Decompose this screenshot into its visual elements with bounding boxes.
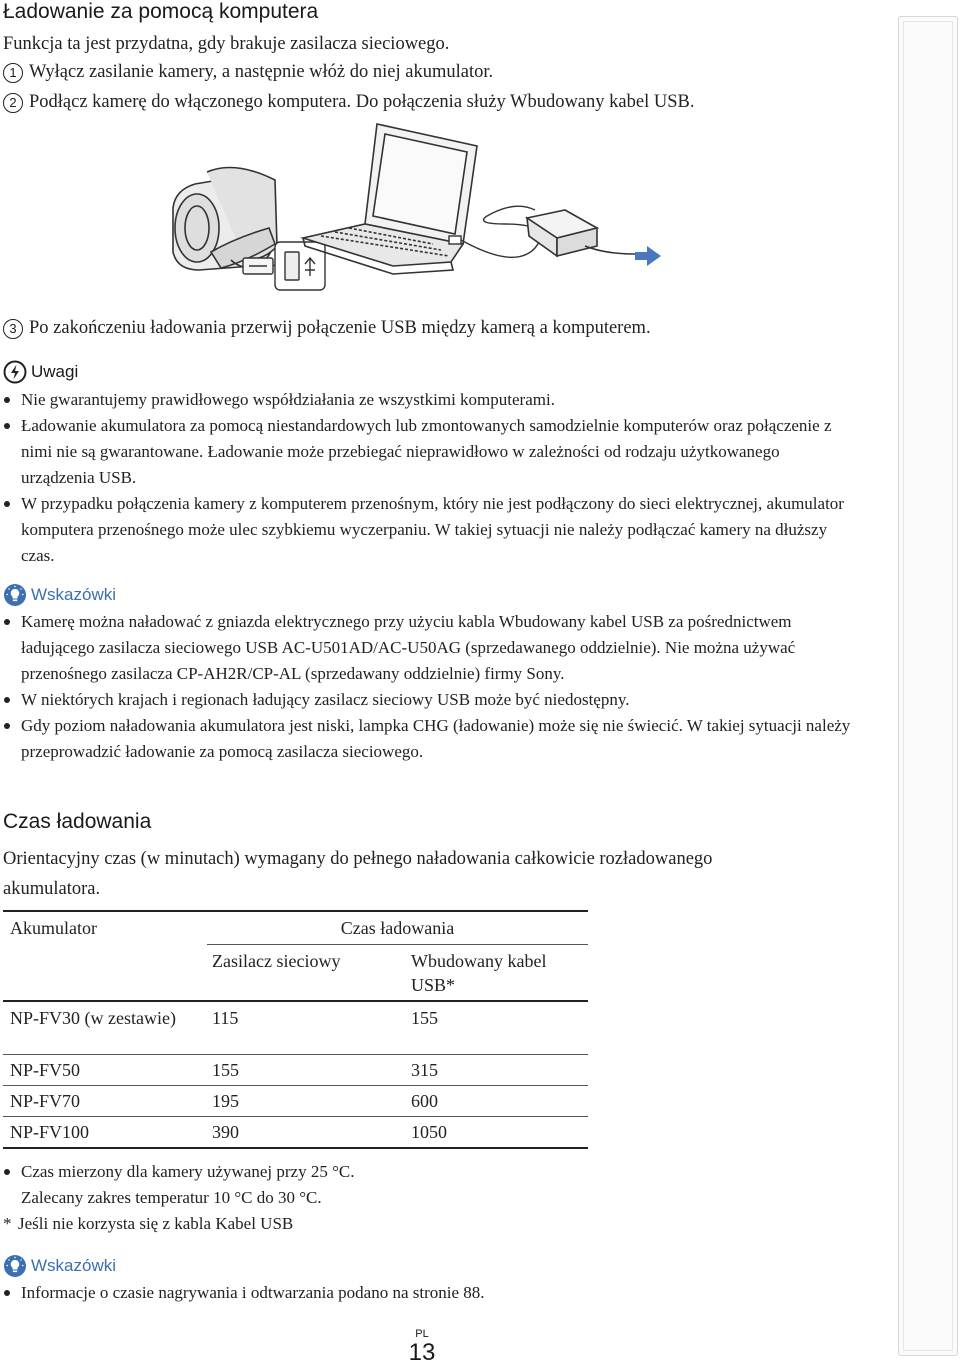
step-text: Podłącz kamerę do włączonego komputera. Do połączenia służy Wbudowany kabel USB. xyxy=(29,92,695,112)
usb-plug-drawing xyxy=(243,258,273,274)
lightbulb-icon xyxy=(3,583,27,607)
step-number: 3 xyxy=(3,319,23,339)
camcorder-drawing xyxy=(173,168,291,271)
page-num: 13 xyxy=(408,1339,436,1366)
table-header-group: Czas ładowania xyxy=(207,911,588,945)
sidebar-inner xyxy=(903,21,953,1351)
page-lang: PL xyxy=(415,1328,429,1340)
page-title: Ładowanie za pomocą komputera xyxy=(3,0,319,23)
notes-heading xyxy=(3,360,78,384)
list-item: Ładowanie akumulatora za pomocą niestandardowych lub zmontowanych samodzielnie komputerów oraz połączenie z nimi nie są gwarantowane. Ładowanie może przebiegać nieprawidłowo w zależności od rodzaju użytkowanego urządzenia USB. xyxy=(3,413,853,491)
charging-time-heading: Czas ładowania xyxy=(3,810,152,833)
table-cell: 600 xyxy=(406,1086,588,1117)
tips-label: Wskazówki xyxy=(31,585,117,604)
list-item: W niektórych krajach i regionach ładujący zasilacz sieciowy USB może być niedostępny. xyxy=(3,687,853,713)
list-item: Kamerę można naładować z gniazda elektrycznego przy użyciu kabla Wbudowany kabel USB za pośrednictwem ładującego zasilacza sieciowego USB AC-U501AD/AC-U50AG (sprzedawanego oddzielnie). Nie można używać przenośnego zasilacza CP-AH2R/CP-AL (sprzedawany oddzielnie) firmy Sony. xyxy=(3,609,853,687)
connection-illustration xyxy=(165,120,685,300)
footnote-temp-measured: Czas mierzony dla kamery używanej przy 25 °C. xyxy=(21,1162,355,1181)
table-row xyxy=(3,1086,588,1117)
step-3 xyxy=(3,318,651,339)
tips-list xyxy=(3,1280,853,1306)
charging-time-intro: Orientacyjny czas (w minutach) wymagany do pełnego naładowania całkowicie rozładowanego akumulatora. xyxy=(3,849,713,899)
footnote-list xyxy=(3,1159,603,1211)
step-number: 1 xyxy=(3,63,23,83)
step-1 xyxy=(3,62,493,83)
table-cell: NP-FV100 xyxy=(3,1117,207,1149)
table-row xyxy=(3,1055,588,1086)
notes-label: Uwagi xyxy=(31,362,79,381)
table-cell: 390 xyxy=(207,1117,406,1149)
intro-text: Funkcja ta jest przydatna, gdy brakuje zasilacza sieciowego. xyxy=(3,34,450,54)
step-number: 2 xyxy=(3,93,23,113)
table-cell: 155 xyxy=(406,1001,588,1055)
footnote-star-mark: * xyxy=(3,1214,12,1233)
tips-heading xyxy=(3,1254,116,1278)
table-cell: NP-FV50 xyxy=(3,1055,207,1086)
tips-heading xyxy=(3,583,116,607)
step-text: Wyłącz zasilanie kamery, a następnie włóż do niej akumulator. xyxy=(29,62,494,82)
arrow-icon xyxy=(635,246,661,266)
page-number xyxy=(404,1328,440,1366)
warning-icon xyxy=(3,360,27,384)
table-cell: 115 xyxy=(207,1001,406,1055)
charging-time-table xyxy=(3,910,588,1149)
footnote-temp-range: Zalecany zakres temperatur 10 °C do 30 °C. xyxy=(21,1188,322,1207)
tips-label: Wskazówki xyxy=(31,1256,117,1275)
table-header-usb: Wbudowany kabel USB* xyxy=(411,951,547,995)
step-2 xyxy=(3,92,694,113)
list-item: Gdy poziom naładowania akumulatora jest niski, lampka CHG (ładowanie) może się nie świecić. W takiej sytuacji należy przeprowadzić ładowanie za pomocą zasilacza sieciowego. xyxy=(3,713,853,765)
table-cell: 1050 xyxy=(406,1117,588,1149)
table-cell: 155 xyxy=(207,1055,406,1086)
table-row xyxy=(3,1001,588,1055)
table-header-battery: Akumulator xyxy=(3,911,207,1001)
table-cell: NP-FV70 xyxy=(3,1086,207,1117)
table-cell: 195 xyxy=(207,1086,406,1117)
tips-list xyxy=(3,609,853,765)
list-item xyxy=(3,1159,603,1211)
step-text: Po zakończeniu ładowania przerwij połączenie USB między kamerą a komputerem. xyxy=(29,318,651,338)
footnote-star xyxy=(3,1211,293,1237)
footnote-star-text: Jeśli nie korzysta się z kabla Kabel USB xyxy=(18,1214,294,1233)
lightbulb-icon xyxy=(3,1254,27,1278)
list-item: Nie gwarantujemy prawidłowego współdziałania ze wszystkimi komputerami. xyxy=(3,387,853,413)
sidebar-frame xyxy=(898,16,958,1356)
ac-adapter-drawing xyxy=(527,210,635,256)
list-item: Informacje o czasie nagrywania i odtwarzania podano na stronie 88. xyxy=(3,1280,853,1306)
table-header-ac: Zasilacz sieciowy xyxy=(212,951,341,971)
laptop-drawing xyxy=(303,124,477,274)
notes-list xyxy=(3,387,853,569)
list-item: W przypadku połączenia kamery z komputerem przenośnym, który nie jest podłączony do sieci elektrycznej, akumulator komputera przenośnego może ulec szybkiemu wyczerpaniu. W takiej sytuacji nie należy podłączać kamery na dłuższy czas. xyxy=(3,491,853,569)
table-cell: 315 xyxy=(406,1055,588,1086)
table-cell: NP-FV30 (w zestawie) xyxy=(3,1001,207,1055)
table-row xyxy=(3,1117,588,1149)
